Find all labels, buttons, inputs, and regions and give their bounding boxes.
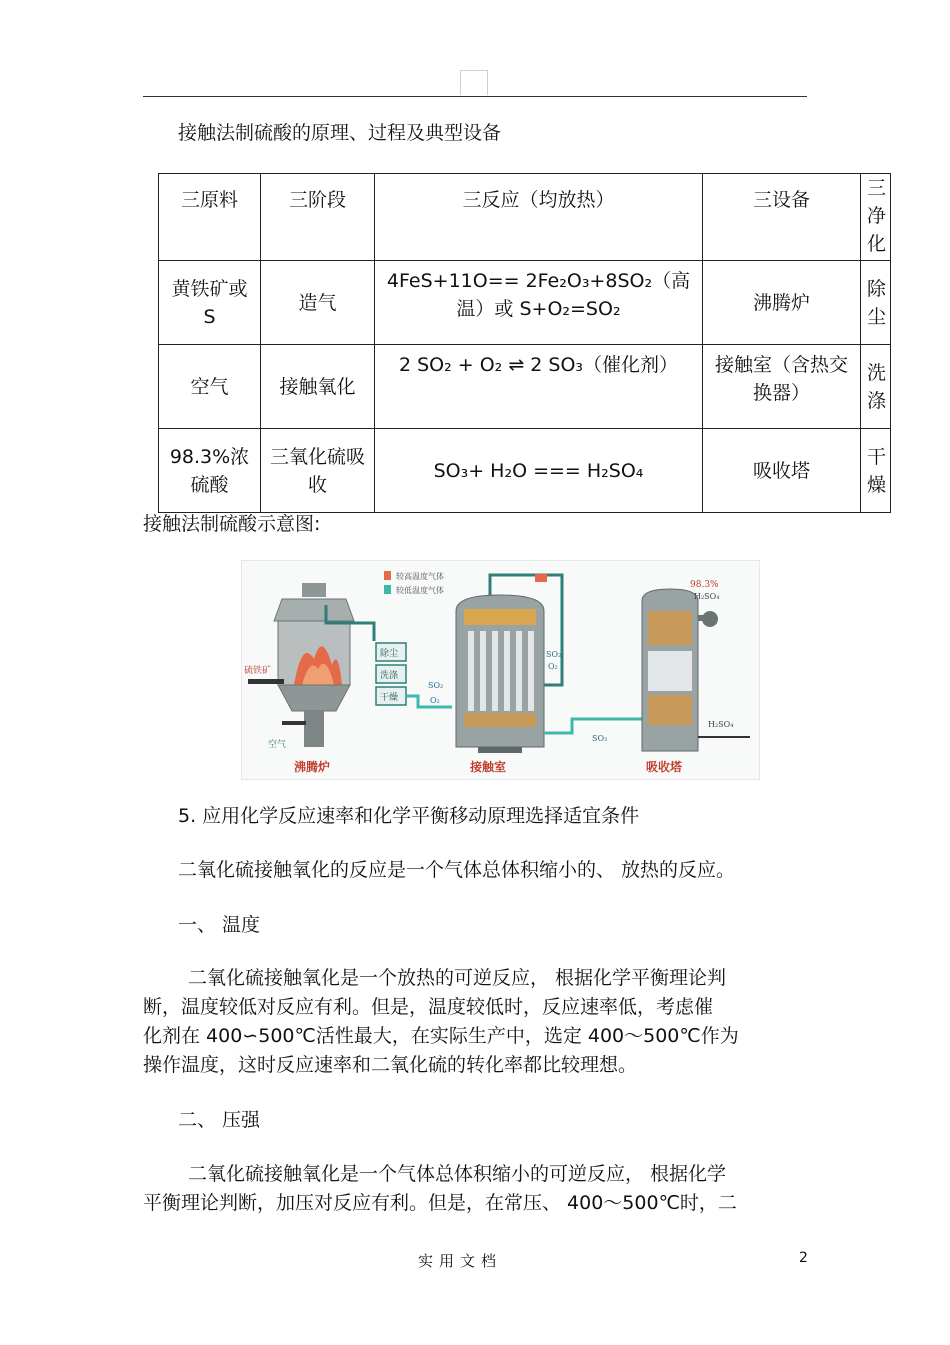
intro-paragraph: 二氧化硫接触氧化的反应是一个气体总体积缩小的、 放热的反应。 bbox=[178, 859, 736, 881]
acid-in-formula-label: H₂SO₄ bbox=[694, 592, 720, 601]
table-cell: 干燥 bbox=[861, 429, 891, 513]
contact-chamber bbox=[456, 595, 544, 753]
so3-label: SO₃ bbox=[592, 734, 608, 743]
temperature-line: 二氧化硫接触氧化是一个放热的可逆反应， 根据化学平衡理论判 bbox=[188, 967, 727, 989]
air-feed-label: 空气 bbox=[268, 740, 287, 750]
ore-feed-label: 硫铁矿 bbox=[244, 666, 272, 676]
tower-label: 吸收塔 bbox=[646, 760, 683, 774]
table-cell: 沸腾炉 bbox=[703, 261, 861, 345]
o2-inlet-label: O₂ bbox=[430, 696, 440, 705]
temperature-line: 化剂在 400∽500℃活性最大，在实际生产中，选定 400～500℃作为 bbox=[143, 1025, 739, 1047]
table-header-row bbox=[159, 174, 891, 261]
table-cell: 除尘 bbox=[861, 261, 891, 345]
table-header-cell: 三原料 bbox=[159, 174, 261, 261]
table-cell: 洗涤 bbox=[861, 345, 891, 429]
document-title: 接触法制硫酸的原理、过程及典型设备 bbox=[178, 122, 502, 144]
table-cell: 三氧化硫吸收 bbox=[261, 429, 375, 513]
so2-inlet-label: SO₂ bbox=[428, 681, 444, 690]
chamber-label: 接触室 bbox=[470, 760, 507, 774]
table-cell: 2 SO₂ + O₂ ⇌ 2 SO₃（催化剂） bbox=[375, 345, 703, 429]
page-number: 2 bbox=[799, 1250, 808, 1266]
legend-cool-swatch bbox=[384, 585, 391, 594]
header-mark bbox=[460, 70, 488, 95]
furnace-label: 沸腾炉 bbox=[294, 760, 331, 774]
table-header-cell: 三阶段 bbox=[261, 174, 375, 261]
acid-in-percent-label: 98.3% bbox=[690, 580, 719, 590]
pipe-chamber-tower bbox=[544, 719, 652, 733]
process-table bbox=[158, 173, 891, 513]
table-cell: 吸收塔 bbox=[703, 429, 861, 513]
acid-out-label: H₂SO₄ bbox=[708, 720, 734, 729]
table-cell: 造气 bbox=[261, 261, 375, 345]
section-5-heading: 5. 应用化学反应速率和化学平衡移动原理选择适宜条件 bbox=[178, 805, 640, 827]
footer-label: 实用文档 bbox=[418, 1252, 503, 1270]
boiling-furnace bbox=[248, 583, 354, 747]
temperature-line: 操作温度，这时反应速率和二氧化硫的转化率都比较理想。 bbox=[143, 1054, 638, 1076]
legend-cool-label: 较低温度气体 bbox=[396, 586, 444, 595]
table-row bbox=[159, 345, 891, 429]
legend-hot-label: 较高温度气体 bbox=[396, 572, 444, 581]
process-diagram bbox=[241, 560, 760, 780]
table-cell: 4FeS+11O== 2Fe₂O₃+8SO₂（高温）或 S+O₂=SO₂ bbox=[375, 261, 703, 345]
temperature-heading: 一、 温度 bbox=[178, 914, 261, 936]
table-cell: SO₃+ H₂O === H₂SO₄ bbox=[375, 429, 703, 513]
pressure-line: 二氧化硫接触氧化是一个气体总体积缩小的可逆反应， 根据化学 bbox=[188, 1163, 727, 1185]
pressure-line: 平衡理论判断，加压对反应有利。但是，在常压、 400～500℃时，二 bbox=[143, 1192, 737, 1214]
temperature-line: 断，温度较低对反应有利。但是，温度较低时，反应速率低，考虑催 bbox=[143, 996, 714, 1018]
pressure-heading: 二、 压强 bbox=[178, 1109, 261, 1131]
table-cell: 接触氧化 bbox=[261, 345, 375, 429]
header-rule bbox=[143, 96, 807, 97]
cleaning-wash-label: 洗涤 bbox=[380, 671, 399, 681]
legend-hot-swatch bbox=[384, 571, 391, 580]
absorption-tower bbox=[642, 589, 718, 751]
diagram-title: 接触法制硫酸示意图: bbox=[143, 513, 321, 535]
pipe-cleaning-chamber bbox=[406, 696, 452, 707]
table-row bbox=[159, 429, 891, 513]
table-header-cell: 三设备 bbox=[703, 174, 861, 261]
table-header-cell: 三反应（均放热） bbox=[375, 174, 703, 261]
table-header-cell: 三净化 bbox=[861, 174, 891, 261]
cleaning-dust-label: 除尘 bbox=[380, 649, 399, 659]
cleaning-dry-label: 干燥 bbox=[380, 693, 399, 703]
table-cell: 接触室（含热交换器） bbox=[703, 345, 861, 429]
so2-loop-label: SO₂ bbox=[546, 650, 562, 659]
table-cell: 98.3%浓硫酸 bbox=[159, 429, 261, 513]
table-cell: 黄铁矿或 S bbox=[159, 261, 261, 345]
table-cell: 空气 bbox=[159, 345, 261, 429]
process-diagram-svg bbox=[242, 561, 759, 779]
hot-gas-marker bbox=[535, 574, 547, 582]
o2-loop-label: O₂ bbox=[548, 662, 558, 671]
table-row bbox=[159, 261, 891, 345]
